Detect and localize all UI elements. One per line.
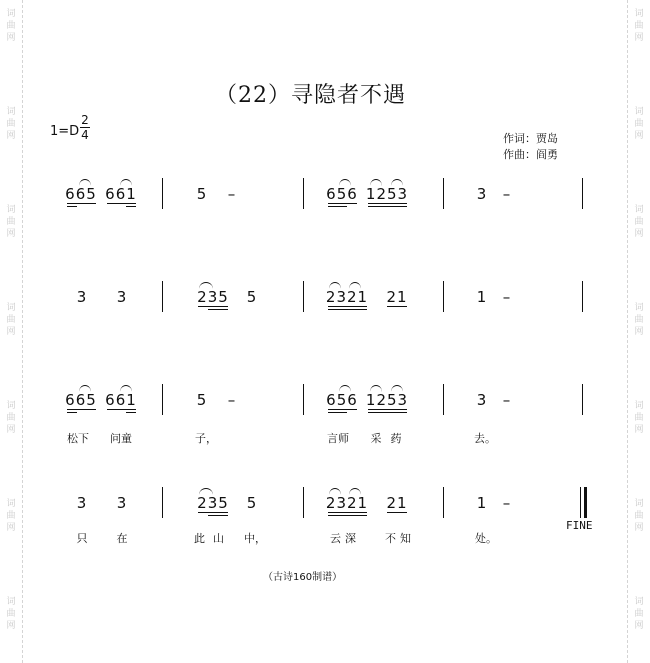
note: 1 [476, 288, 488, 306]
underline [328, 409, 357, 410]
note-group: 1253 [365, 391, 409, 409]
watermark-text: 词 曲 网 [634, 597, 644, 631]
slur [329, 488, 341, 495]
lyric: 药 [390, 432, 402, 445]
bar-line [443, 281, 444, 312]
right-watermark-strip [627, 0, 650, 663]
note-group: 3 [476, 185, 488, 203]
watermark-text: 词 曲 网 [634, 401, 644, 435]
watermark-text: 词 曲 网 [6, 401, 16, 435]
bar-line [162, 384, 163, 415]
underline [328, 412, 347, 413]
time-signature [80, 114, 90, 141]
underline [126, 412, 136, 413]
note-group: 21 [386, 494, 408, 512]
underline [67, 203, 96, 204]
bar-line [443, 384, 444, 415]
lyric: 去。 [474, 432, 496, 445]
slur [339, 179, 351, 186]
underline [328, 515, 367, 516]
underline [328, 306, 367, 307]
composer-credit: 作曲：阎勇 [503, 148, 558, 161]
note-group: 235 [197, 494, 229, 512]
time-denominator: 4 [81, 128, 89, 142]
note-group: 2321 [325, 288, 369, 306]
lyric: 中， [244, 532, 266, 545]
note-group: 665 [65, 185, 97, 203]
note: 5 [246, 494, 258, 512]
underline [368, 409, 407, 410]
page-title: （22）寻隐者不遇 [215, 83, 406, 108]
watermark-text: 词 曲 网 [6, 499, 16, 533]
bar-line [303, 178, 304, 209]
note: 3 [116, 494, 128, 512]
underline [67, 409, 96, 410]
watermark-text: 词 曲 网 [634, 303, 644, 337]
note-group: 235 [197, 288, 229, 306]
lyric: 采 [370, 432, 382, 445]
underline [198, 306, 228, 307]
slur [120, 179, 132, 186]
note: 3 [76, 494, 88, 512]
underline [328, 206, 347, 207]
lyric: 云深 [330, 532, 360, 545]
underline [368, 203, 407, 204]
note: 3 [476, 391, 488, 409]
watermark-text: 词 曲 网 [6, 303, 16, 337]
bar-line [582, 178, 583, 209]
bar-line [582, 281, 583, 312]
watermark-text: 词 曲 网 [6, 107, 16, 141]
underline [328, 203, 357, 204]
note-group: 2321 [325, 494, 369, 512]
underline [208, 309, 228, 310]
bar-line [162, 178, 163, 209]
underline [368, 412, 407, 413]
underline [328, 309, 367, 310]
underline [368, 206, 407, 207]
slur [391, 179, 403, 186]
watermark-text: 词 曲 网 [6, 597, 16, 631]
lyric: 言师 [327, 432, 349, 445]
slur [199, 488, 213, 495]
underline [107, 409, 136, 410]
underline [107, 203, 136, 204]
note-group: 665 [65, 391, 97, 409]
underline [126, 206, 136, 207]
bar-line [303, 281, 304, 312]
watermark-text: 词 曲 网 [6, 205, 16, 239]
slur [349, 282, 361, 289]
dash-extension: – [502, 494, 512, 512]
lyric: 处。 [475, 532, 497, 545]
footer-note: （古诗160制谱） [263, 572, 343, 583]
bar-line [162, 487, 163, 518]
note: 3 [76, 288, 88, 306]
lyricist-credit: 作词：贾岛 [503, 132, 558, 145]
note-group: 661 [105, 185, 137, 203]
watermark-text: 词 曲 网 [634, 9, 644, 43]
slur [391, 385, 403, 392]
note-group: 21 [386, 288, 408, 306]
slur [349, 488, 361, 495]
underline [67, 412, 77, 413]
note: 1 [476, 494, 488, 512]
lyric: 不知 [385, 532, 415, 545]
dash-extension: – [502, 185, 512, 203]
note-group: 661 [105, 391, 137, 409]
lyric: 松下 [67, 432, 89, 445]
time-numerator: 2 [81, 113, 89, 127]
underline [387, 512, 407, 513]
note-group: 656 [326, 185, 358, 203]
final-bar-line-thin [580, 487, 581, 518]
bar-line [443, 487, 444, 518]
underline [208, 515, 228, 516]
slur [370, 179, 382, 186]
lyric: 子， [195, 432, 217, 445]
note: 5 [196, 391, 208, 409]
bar-line [582, 384, 583, 415]
lyric: 只 [76, 532, 88, 545]
slur [79, 179, 91, 186]
note-group: 5 [196, 185, 208, 203]
bar-line [162, 281, 163, 312]
dash-extension: – [227, 185, 237, 203]
dash-extension: – [502, 391, 512, 409]
fine-marker: FINE [566, 519, 593, 532]
bar-line [303, 384, 304, 415]
lyric: 在 [116, 532, 128, 545]
note: 5 [246, 288, 258, 306]
note-group: 656 [326, 391, 358, 409]
bar-line [443, 178, 444, 209]
left-watermark-strip [0, 0, 23, 663]
final-bar-line-thick [584, 487, 587, 518]
watermark-text: 词 曲 网 [634, 205, 644, 239]
slur [329, 282, 341, 289]
lyric: 问童 [110, 432, 132, 445]
bar-line [303, 487, 304, 518]
dash-extension: – [227, 391, 237, 409]
underline [198, 512, 228, 513]
underline [328, 512, 367, 513]
slur [79, 385, 91, 392]
lyric: 此山 [194, 532, 232, 545]
watermark-text: 词 曲 网 [6, 9, 16, 43]
watermark-text: 词 曲 网 [634, 107, 644, 141]
watermark-text: 词 曲 网 [634, 499, 644, 533]
dash-extension: – [502, 288, 512, 306]
note-group: 1253 [365, 185, 409, 203]
slur [120, 385, 132, 392]
underline [387, 306, 407, 307]
key-signature: 1=D [50, 124, 80, 139]
underline [67, 206, 77, 207]
note: 3 [116, 288, 128, 306]
slur [370, 385, 382, 392]
slur [199, 282, 213, 289]
slur [339, 385, 351, 392]
